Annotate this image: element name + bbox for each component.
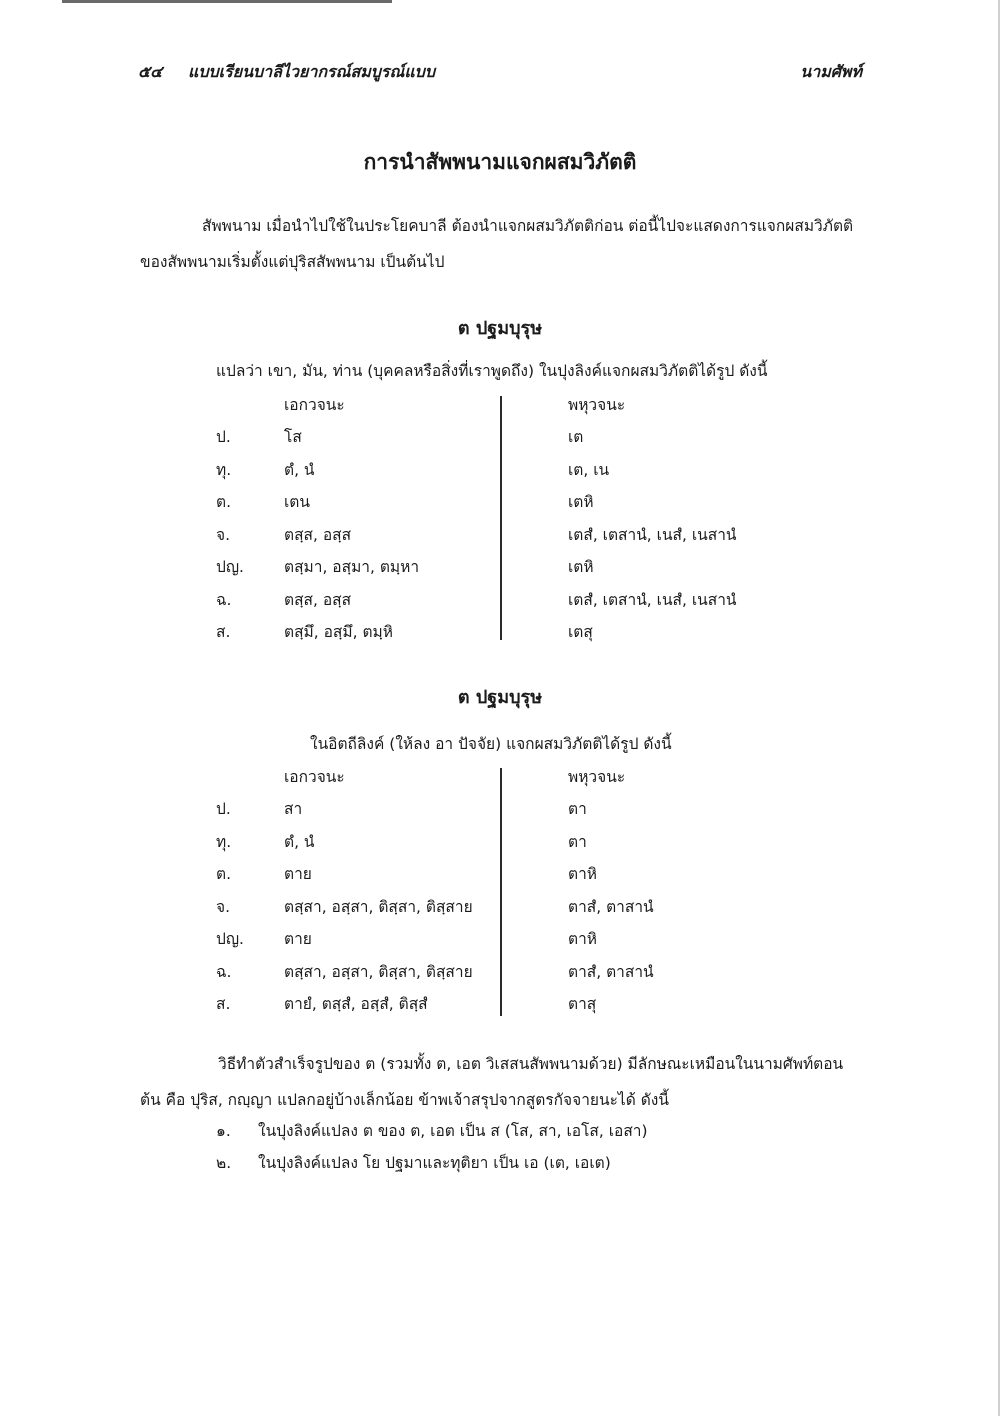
singular-form: ตสฺสา, อสฺสา, ติสฺสา, ติสฺสาย: [284, 897, 473, 916]
closing-paragraph: วิธีทำตัวสำเร็จรูปของ ต (รวมทั้ง ต, เอต วิเสสนสัพพนามด้วย) มีลักษณะเหมือนในนามศัพท์ตอนต้น คือ ปุริส, กญฺญา แปลกอยู่บ้างเล็กน้อย ข้าพเจ้าสรุปจากสูตรกัจจายนะได้ ดังนี้: [140, 1055, 844, 1109]
singular-header: เอกวจนะ: [284, 396, 345, 414]
table-row: [216, 457, 776, 490]
page-title: การนำสัพพนามแจกผสมวิภัตติ: [363, 150, 637, 174]
case-label: ฉ.: [216, 590, 232, 609]
singular-header: เอกวจนะ: [284, 768, 345, 786]
section-heading: ต ปฐมบุรุษ: [457, 687, 543, 708]
page-number: ๕๔: [138, 62, 163, 81]
table-row: [216, 894, 776, 927]
table-row: [216, 959, 776, 992]
plural-form: ตาสุ: [568, 995, 597, 1013]
section-description: ในอิตถีลิงค์ (ให้ลง อา ปัจจัย) แจกผสมวิภัตติได้รูป ดังนี้: [310, 735, 672, 753]
plural-form: เตสํ, เตสานํ, เนสํ, เนสานํ: [568, 590, 737, 609]
top-rule: [62, 0, 392, 3]
list-item: [216, 1150, 816, 1182]
case-label: จ.: [216, 525, 231, 544]
table-row: [216, 522, 776, 555]
plural-form: ตาหิ: [568, 865, 597, 883]
table-header: [216, 392, 776, 424]
plural-form: เตสุ: [568, 623, 593, 641]
singular-form: ตาย: [284, 930, 312, 948]
singular-form: ตสฺส, อสฺส: [284, 590, 352, 609]
table-row: [216, 861, 776, 894]
singular-form: ตํ, นํ: [284, 460, 315, 479]
table-header: [216, 764, 776, 796]
case-label: ปญ.: [216, 930, 244, 948]
plural-form: เตหิ: [568, 493, 594, 511]
singular-form: สา: [284, 800, 303, 818]
singular-form: เตน: [284, 493, 310, 511]
list-item: [216, 1118, 816, 1150]
rule-number: ๑.: [216, 1122, 231, 1140]
case-label: ทุ.: [216, 832, 232, 851]
intro-paragraph: สัพพนาม เมื่อนำไปใช้ในประโยคบาลี ต้องนำแจกผสมวิภัตติก่อน ต่อนี้ไปจะแสดงการแจกผสมวิภัตติของสัพพนามเริ่มตั้งแต่ปุริสสัพพนาม เป็นต้นไป: [140, 217, 854, 271]
book-title: แบบเรียนบาลีไวยากรณ์สมบูรณ์แบบ: [188, 62, 435, 81]
plural-form: ตา: [568, 800, 587, 818]
case-label: ป.: [216, 428, 231, 446]
plural-form: เตหิ: [568, 558, 594, 576]
plural-form: ตา: [568, 832, 587, 851]
chapter-title: นามศัพท์: [800, 62, 862, 81]
plural-form: ตาสํ, ตาสานํ: [568, 962, 654, 981]
singular-form: ตสฺส, อสฺส: [284, 525, 352, 544]
case-label: ต.: [216, 493, 231, 511]
declension-table: [216, 392, 776, 652]
table-row: [216, 489, 776, 522]
plural-form: เต, เน: [568, 460, 610, 479]
case-label: ทุ.: [216, 460, 232, 479]
running-header: [138, 60, 862, 90]
case-label: ป.: [216, 800, 231, 818]
plural-header: พหุวจนะ: [568, 768, 626, 786]
singular-form: โส: [284, 428, 302, 446]
singular-form: ตายํ, ตสฺสํ, อสฺสํ, ติสฺสํ: [284, 995, 428, 1013]
rules-list: [216, 1118, 816, 1182]
plural-form: ตาสํ, ตาสานํ: [568, 897, 654, 916]
case-label: ส.: [216, 623, 231, 641]
singular-form: ตสฺมึ, อสฺมึ, ตมฺหิ: [284, 623, 393, 641]
table-row: [216, 991, 776, 1024]
plural-form: ตาหิ: [568, 930, 597, 948]
table-row: [216, 926, 776, 959]
table-row: [216, 554, 776, 587]
case-label: จ.: [216, 897, 231, 916]
plural-form: เต: [568, 428, 584, 446]
case-label: ต.: [216, 865, 231, 883]
section-heading: ต ปฐมบุรุษ: [457, 318, 543, 339]
declension-table: [216, 764, 776, 1024]
rule-number: ๒.: [216, 1154, 232, 1172]
section-description: แปลว่า เขา, มัน, ท่าน (บุคคลหรือสิ่งที่เราพูดถึง) ในปุงลิงค์แจกผสมวิภัตติได้รูป ดังนี้: [216, 362, 768, 380]
plural-header: พหุวจนะ: [568, 396, 626, 414]
table-row: [216, 619, 776, 652]
rule-text: ในปุงลิงค์แปลง โย ปฐมาและทุติยา เป็น เอ (เต, เอเต): [258, 1154, 611, 1172]
singular-form: ตสฺมา, อสฺมา, ตมฺหา: [284, 558, 420, 576]
case-label: ปญ.: [216, 558, 244, 576]
table-row: [216, 829, 776, 862]
rule-text: ในปุงลิงค์แปลง ต ของ ต, เอต เป็น ส (โส, สา, เอโส, เอสา): [258, 1122, 648, 1140]
table-row: [216, 796, 776, 829]
plural-form: เตสํ, เตสานํ, เนสํ, เนสานํ: [568, 525, 737, 544]
table-row: [216, 587, 776, 620]
case-label: ฉ.: [216, 962, 232, 981]
singular-form: ตาย: [284, 865, 312, 883]
table-row: [216, 424, 776, 457]
singular-form: ตํ, นํ: [284, 832, 315, 851]
singular-form: ตสฺสา, อสฺสา, ติสฺสา, ติสฺสาย: [284, 962, 473, 981]
case-label: ส.: [216, 995, 231, 1013]
